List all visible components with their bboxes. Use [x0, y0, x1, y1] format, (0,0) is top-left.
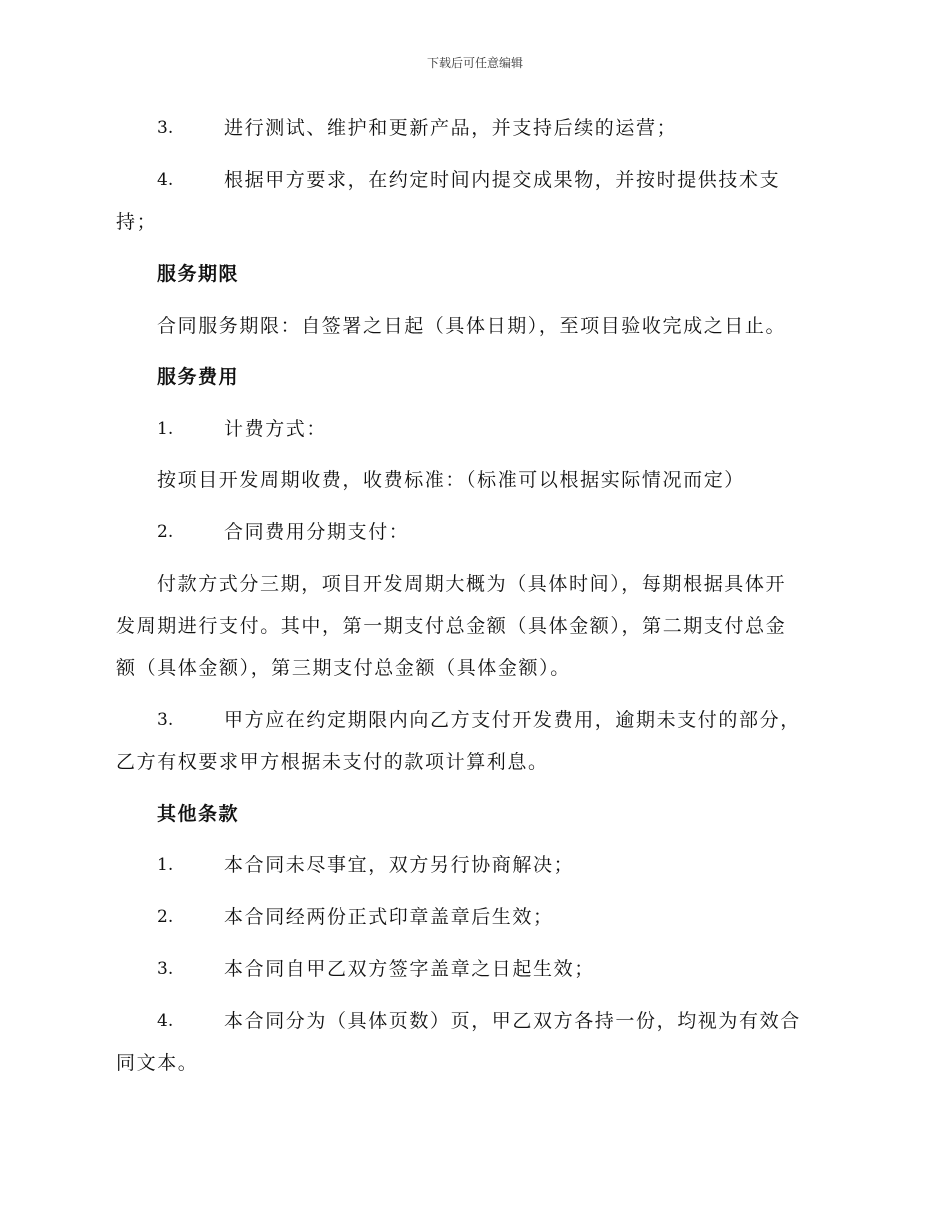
- list-item-text: 计费方式：: [224, 418, 328, 440]
- list-item-text: 根据甲方要求，在约定时间内提交成果物，并按时提供技术支: [224, 169, 781, 191]
- list-item-text: 进行测试、维护和更新产品，并支持后续的运营；: [224, 117, 678, 139]
- list-number: 1.: [157, 419, 174, 439]
- list-number: 2.: [157, 907, 174, 927]
- list-number: 4.: [157, 1011, 174, 1031]
- paragraph: 付款方式分三期，项目开发周期大概为（具体时间），每期根据具体开: [157, 573, 787, 595]
- list-item-continuation: 同文本。: [116, 1052, 199, 1074]
- paragraph-continuation: 额（具体金额），第三期支付总金额（具体金额）。: [116, 657, 571, 679]
- list-number: 4.: [157, 170, 174, 190]
- list-item-text: 合同费用分期支付：: [224, 521, 410, 543]
- list-item-text: 本合同未尽事宜，双方另行协商解决；: [224, 854, 575, 876]
- section-heading: 服务费用: [157, 366, 240, 388]
- list-item-text: 甲方应在约定期限内向乙方支付开发费用，逾期未支付的部分，: [224, 709, 801, 731]
- list-item-continuation: 持；: [116, 211, 158, 233]
- list-item-text: 本合同分为（具体页数）页，甲乙双方各持一份，均视为有效合: [224, 1010, 801, 1032]
- section-heading: 服务期限: [157, 263, 240, 285]
- paragraph: 按项目开发周期收费，收费标准：（标准可以根据实际情况而定）: [157, 469, 745, 491]
- list-item-text: 本合同经两份正式印章盖章后生效；: [224, 906, 554, 928]
- section-heading: 其他条款: [157, 803, 240, 825]
- paragraph-continuation: 发周期进行支付。其中，第一期支付总金额（具体金额），第二期支付总金: [116, 615, 787, 637]
- list-number: 3.: [157, 118, 174, 138]
- page-header: 下载后可任意编辑: [426, 56, 523, 70]
- list-item-continuation: 乙方有权要求甲方根据未支付的款项计算利息。: [116, 751, 549, 773]
- list-number: 2.: [157, 522, 174, 542]
- list-number: 3.: [157, 710, 174, 730]
- paragraph: 合同服务期限：自签署之日起（具体日期），至项目验收完成之日止。: [157, 315, 787, 337]
- list-item-text: 本合同自甲乙双方签字盖章之日起生效；: [224, 958, 595, 980]
- list-number: 1.: [157, 855, 174, 875]
- list-number: 3.: [157, 959, 174, 979]
